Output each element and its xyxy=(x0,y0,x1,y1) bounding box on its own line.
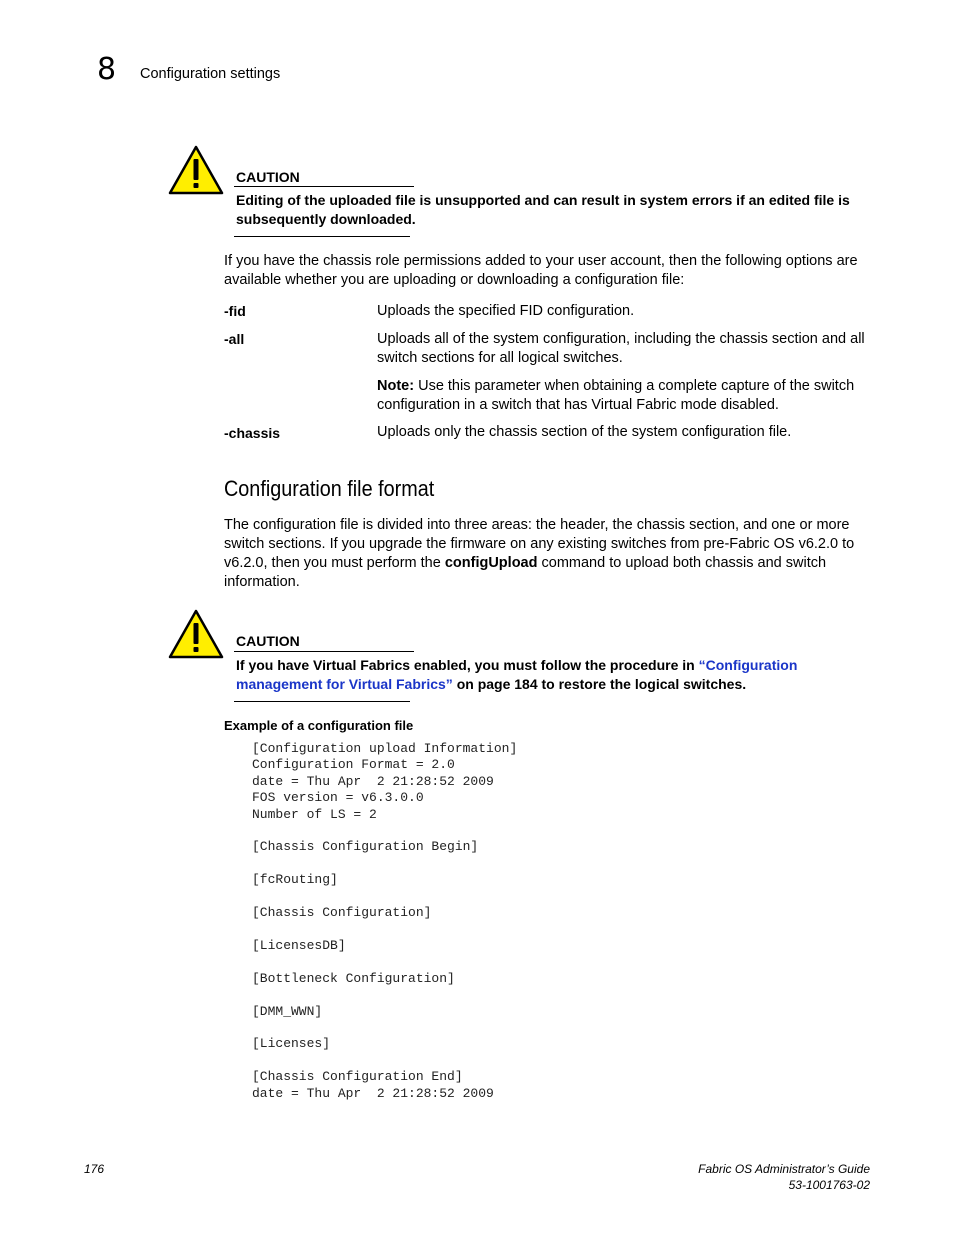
caution-rule-top xyxy=(234,186,414,187)
option-all-note xyxy=(377,377,872,415)
caution-rule-bottom xyxy=(234,236,410,237)
option-fid-description: Uploads the specified FID configuration. xyxy=(377,303,635,319)
caution-text-end: on page 184 to restore the logical switches. xyxy=(452,676,747,692)
caution-text xyxy=(236,656,872,694)
cross-reference-link[interactable]: “Configuration management for Virtual Fabrics” xyxy=(236,657,798,692)
section-heading: Configuration file format xyxy=(224,476,435,501)
page-number: 176 xyxy=(84,1162,105,1176)
note-label: Note: xyxy=(377,378,415,394)
caution-text-start: If you have Virtual Fabrics enabled, you must follow the procedure in xyxy=(236,657,699,673)
option-chassis-name: -chassis xyxy=(224,425,281,441)
caution-text: Editing of the uploaded file is unsupported and can result in system errors if an edited file is subsequently downloaded. xyxy=(236,192,850,227)
book-title: Fabric OS Administrator’s Guide xyxy=(698,1162,870,1176)
note-text: Use this parameter when obtaining a complete capture of the switch configuration in a switch that has Virtual Fabric mode disabled. xyxy=(377,378,855,413)
example-caption: Example of a configuration file xyxy=(224,718,414,733)
caution-rule-bottom xyxy=(234,701,410,702)
section-paragraph-end: command to upload both chassis and switch information. xyxy=(224,555,827,590)
caution-label: CAUTION xyxy=(236,169,300,185)
footer-document-info xyxy=(698,1161,870,1193)
warning-triangle-icon xyxy=(167,608,225,660)
command-name: configUpload xyxy=(444,555,538,571)
option-fid-name: -fid xyxy=(224,303,246,319)
option-all-description: Uploads all of the system configuration, including the chassis section and all switch sections for all logical switches. xyxy=(377,331,865,366)
intro-paragraph: If you have the chassis role permissions added to your user account, then the following options are available whether you are uploading or downloading a configuration file: xyxy=(224,253,858,288)
document-number: 53-1001763-02 xyxy=(788,1178,870,1192)
section-paragraph-start: The configuration file is divided into three areas: the header, the chassis section, and one or more switch sections. If you upgrade the firmware on any existing switches from pre-Fabric OS v6.2.0 to v6.2.0, then you must perform the xyxy=(224,517,855,571)
option-all-name: -all xyxy=(224,331,245,347)
chapter-number: 8 xyxy=(97,52,117,87)
chapter-title: Configuration settings xyxy=(140,66,281,82)
section-paragraph xyxy=(224,516,872,592)
option-chassis-description: Uploads only the chassis section of the system configuration file. xyxy=(377,424,792,440)
caution-rule-top xyxy=(234,651,414,652)
caution-label: CAUTION xyxy=(236,633,300,649)
warning-triangle-icon xyxy=(167,144,225,196)
code-block: [Configuration upload Information] Configuration Format = 2.0 date = Thu Apr 2 21:28:52 2009 FOS version = v6.3.0.0 Number of LS = 2 [Chassis Configuration Begin] [fcRouting] [Chassis Configuration] [LicensesDB] [Bottleneck Configuration] [DMM_WWN] [Licenses] [Chassis Configuration End] date = Thu Apr 2 21:28:52 2009 xyxy=(252,741,518,1101)
